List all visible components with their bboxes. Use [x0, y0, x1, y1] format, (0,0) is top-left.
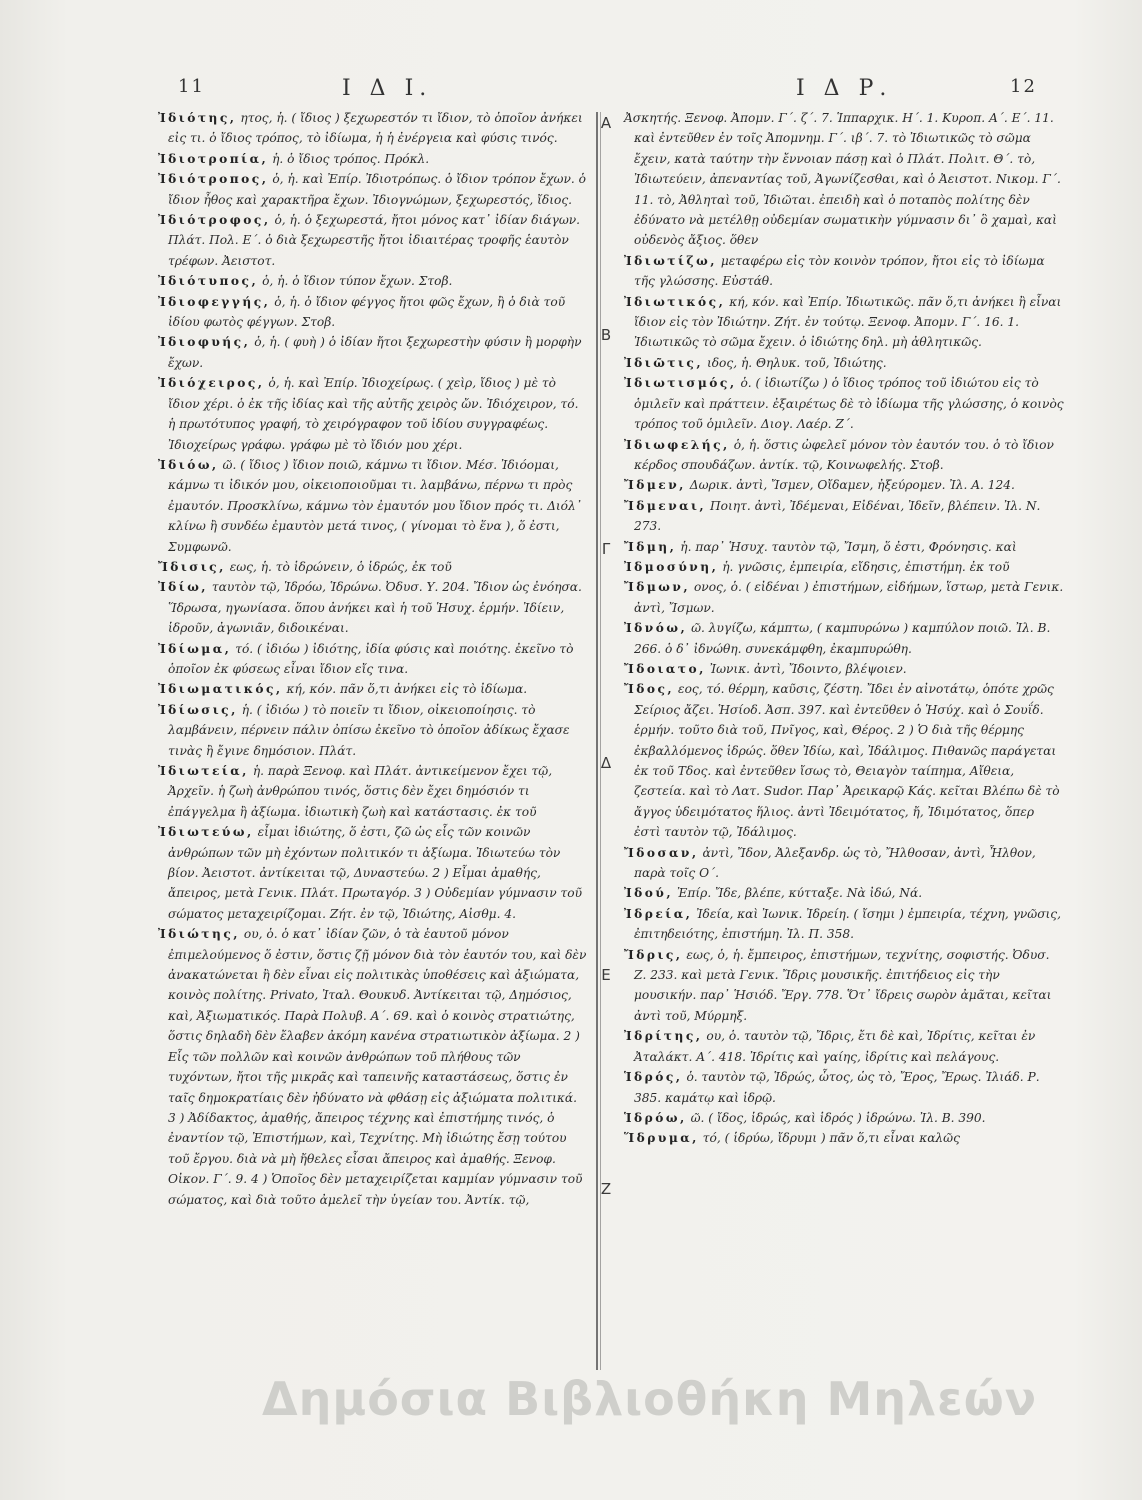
- dictionary-entry: [624, 251, 1064, 292]
- entry-headword: Ἴδρις,: [624, 947, 683, 962]
- page-number-left: 11: [178, 76, 205, 97]
- entry-headword: Ἰδμοσύνη,: [624, 559, 719, 574]
- dictionary-entry: [158, 169, 588, 210]
- entry-headword: Ἰδιώτης,: [158, 927, 241, 942]
- entry-definition: ἡ. παρὰ Ξενοφ. καὶ Πλάτ. ἀντικείμενον ἔχει τῷ, Ἀρχεῖν. ἡ ζωὴ ἀνθρώπου τινός, ὅστις δὲν ἔχει δημόσιόν τι ἐπάγγελμα ἢ ἀξίωμα. ἰδιωτικὴ ζωὴ καὶ κατάστασις. ἐκ τοῦ: [168, 764, 553, 819]
- entry-definition: ἀντὶ, Ἴδον, Ἀλεξανδρ. ὡς τὸ, Ἤλθοσαν, ἀντὶ, Ἦλθον, παρὰ τοῖς Ο΄.: [634, 845, 1036, 881]
- dictionary-entry: [624, 679, 1064, 842]
- entry-definition: κή, κόν. καὶ Ἐπίρ. Ἰδιωτικῶς. πᾶν ὅ,τι ἀνήκει ἢ εἶναι ἴδιον εἰς τὸν Ἰδιώτην. Ζήτ. ἐν τούτῳ. Ξενοφ. Ἀπομν. Γ΄. 16. 1. Ἰδιωτικῶς τὸ σῶμα ἔχειν. ὁ ἰδιώτης δηλ. μὴ ἀθλητικῶς.: [634, 294, 1062, 350]
- dictionary-entry: [158, 210, 588, 271]
- dictionary-entry: [158, 679, 588, 699]
- entry-definition: Ποιητ. ἀντὶ, Ἰδέμεναι, Εἰδέναι, Ἰδεῖν, βλέπειν. Ἰλ. Ν. 273.: [634, 498, 1041, 534]
- entry-headword: Ἱδρόω,: [624, 1110, 687, 1125]
- entry-definition: ου, ὁ. ταυτὸν τῷ, Ἴδρις, ἔτι δὲ καὶ, Ἰδρίτις, κεῖται ἐν Ἀταλάκτ. Α΄. 418. Ἰδρίτις καὶ γαίης, ἰδρίτις καὶ πελάγους.: [634, 1029, 1036, 1064]
- right-column: [624, 108, 1064, 1149]
- dictionary-entry: [158, 108, 588, 149]
- dictionary-entry: [624, 618, 1064, 659]
- entry-headword: Ἰδιωτίζω,: [624, 253, 717, 268]
- entry-definition: ονος, ὁ. ( εἰδέναι ) ἐπιστήμων, εἰδήμων, ἵστωρ, μετὰ Γενικ. ἀντὶ, Ἴσμων.: [634, 580, 1064, 615]
- entry-headword: Ἰδιῶτις,: [624, 355, 704, 370]
- entry-headword: Ἰδιωτεία,: [158, 764, 249, 778]
- dictionary-entry: [624, 883, 1064, 903]
- dictionary-entry: [624, 557, 1064, 577]
- entry-definition: μεταφέρω εἰς τὸν κοινὸν τρόπον, ἤτοι εἰς τὸ ἰδίωμα τῆς γλώσσης. Εὐστάθ.: [634, 253, 1045, 289]
- entry-headword: Ἰδιοφυής,: [158, 335, 251, 350]
- entry-headword: Ἰδιωτεύω,: [158, 825, 254, 840]
- section-marker: Ζ: [600, 1180, 612, 1198]
- dictionary-entry: [158, 292, 588, 333]
- entry-definition: ὁ, ἡ. καὶ Ἐπίρ. Ἰδιοχείρως. ( χεὶρ, ἴδιος ) μὲ τὸ ἴδιον χέρι. ὁ ἐκ τῆς ἰδίας καὶ τῆς αὐτῆς χειρὸς ὤν. Ἰδιόχειρον, τό. ἡ πρωτότυπος γραφή, τὸ χειρόγραφον τοῦ ἰδίου συγγραφέως. Ἰδιοχείρως γράφω. γράφω μὲ τὸ ἴδιόν μου χέρι.: [168, 376, 579, 452]
- dictionary-entry: [624, 475, 1064, 495]
- left-column: [158, 108, 588, 1210]
- entry-headword: Ἰδίω,: [158, 580, 209, 595]
- entry-definition: ου, ὁ. ὁ κατ᾽ ἰδίαν ζῶν, ὁ τὰ ἑαυτοῦ μόνον ἐπιμελούμενος ὅ ἐστιν, ὅστις ζῇ μόνον διὰ τὸν ἑαυτόν του, καὶ δὲν ἀνακατώνεται ἢ δὲν εἶναι εἰς πολιτικὰς ὑποθέσεις καὶ ἀξιώματα, κοινὸς πολίτης. Privato, Ἰταλ. Θουκυδ. Ἀντίκειται τῷ, Δημόσιος, καὶ, Ἀξιωματικός. Παρὰ Πολυβ. Α΄. 69. καὶ ὁ κοινὸς στρατιώτης, ὅστις δηλαδὴ δὲν ἔλαβεν ἀκόμη κανένα στρατιωτικὸν ἀξίωμα. 2 ) Εἷς τῶν πολλῶν καὶ κοινῶν ἀνθρώπων τοῦ πλήθους τῶν τυχόντων, ἤτοι τῆς μικρᾶς καὶ ταπεινῆς καταστάσεως, ὅστις ἐν ταῖς δημοκρατίαις δὲν ἠδύνατο νὰ φθάσῃ εἰς ἀξιώματα πολιτικά. 3 ) Ἀδίδακτος, ἀμαθής, ἄπειρος τέχνης καὶ ἐπιστήμης τινός, ὁ ἐναντίον τῷ, Ἐπιστήμων, καὶ, Τεχνίτης. Μὴ ἰδιώτης ἔσῃ τούτου τοῦ ἔργου. διὰ νὰ μὴ ἤθελες εἶσαι ἄπειρος καὶ ἀμαθής. Ξενοφ. Οἰκον. Γ΄. 9. 4 ) Ὁποῖος δὲν μεταχειρίζεται καμμίαν γύμνασιν τοῦ σώματος, καὶ διὰ τοῦτο ἀμελεῖ τὴν ὑγείαν του. Ἀντίκ. τῷ,: [168, 927, 587, 1207]
- dictionary-entry: [624, 435, 1064, 476]
- dictionary-entry: [624, 659, 1064, 679]
- entry-headword: Ἰδίωσις,: [158, 702, 238, 717]
- entry-definition: ῶ. λυγίζω, κάμπτω, ( καμπυρώνω ) καμπύλον ποιῶ. Ἰλ. Β. 266. ὁ δ᾽ ἰδνώθη. συνεκάμφθη, ἐκαμπυρώθη.: [634, 621, 1051, 656]
- entry-headword: Ἴδμη,: [624, 539, 677, 554]
- dictionary-entry: [624, 1067, 1064, 1108]
- dictionary-entry: [624, 537, 1064, 557]
- dictionary-entry: [624, 373, 1064, 434]
- dictionary-entry: [158, 700, 588, 761]
- dictionary-entry: [624, 577, 1064, 618]
- entry-definition: ῶ. ( ἴδος, ἱδρώς, καὶ ἱδρός ) ἱδρώνω. Ἰλ. Β. 390.: [690, 1110, 986, 1125]
- entry-definition: Δωρικ. ἀντὶ, Ἴσμεν, Οἴδαμεν, ἠξεύρομεν. Ἰλ. Α. 124.: [689, 478, 1015, 493]
- entry-definition: ὁ, ἡ. ὁ ἴδιον τύπον ἔχων. Στοβ.: [262, 274, 453, 289]
- section-marker: Δ: [600, 754, 612, 772]
- entry-headword: Ἴδος,: [624, 682, 675, 697]
- running-head-right: Ι Δ Ρ.: [796, 76, 893, 101]
- dictionary-entry: [624, 1026, 1064, 1067]
- entry-definition: ητος, ἡ. ( ἴδιος ) ξεχωρεστόν τι ἴδιον, τὸ ὁποῖον ἀνήκει εἰς τι. ὁ ἴδιος τρόπος, τὸ ἰδίωμα, ἡ ἡ ἐνέργεια καὶ φύσις τινός.: [168, 111, 583, 146]
- entry-definition: τό. ( ἰδιόω ) ἰδιότης, ἰδία φύσις καὶ ποιότης. ἐκεῖνο τὸ ὁποῖον ἐκ φύσεως εἶναι ἴδιον εἴς τινα.: [168, 641, 574, 676]
- entry-definition: ἡ. παρ᾽ Ἡσυχ. ταυτὸν τῷ, Ἴσμη, ὅ ἐστι, Φρόνησις. καὶ: [680, 539, 1017, 554]
- entry-definition: ὁ, ἡ. ( φυὴ ) ὁ ἰδίαν ἤτοι ξεχωρεστὴν φύσιν ἢ μορφὴν ἔχων.: [168, 335, 582, 370]
- dictionary-entry: [624, 292, 1064, 353]
- dictionary-entry: [624, 1108, 1064, 1128]
- entry-headword: Ἰδού,: [624, 886, 674, 901]
- entry-definition: ὁ, ἡ. ὁ ξεχωρεστά, ἤτοι μόνος κατ᾽ ἰδίαν διάγων. Πλάτ. Πολ. Ε΄. ὁ διὰ ξεχωρεστῆς ἤτοι ἰδιαιτέρας τροφῆς ἑαυτὸν τρέφων. Ἀειστοτ.: [168, 213, 581, 268]
- entry-headword: Ἰδιότροφος,: [158, 213, 271, 228]
- entry-definition: ἡ. γνῶσις, ἐμπειρία, εἴδησις, ἐπιστήμη. ἐκ τοῦ: [722, 559, 1010, 574]
- dictionary-entry: [624, 843, 1064, 884]
- dictionary-entry: [158, 332, 588, 373]
- dictionary-entry: [624, 945, 1064, 1027]
- entry-definition: Ἀσκητής. Ξενοφ. Ἀπομν. Γ΄. ζ΄. 7. Ἱππαρχικ. Η΄. 1. Κυροπ. Α΄. Ε΄. 11. καὶ ἐντεῦθεν ἐν τοῖς Ἀπομνημ. Γ΄. ιβ΄. 7. τὸ Ἰδιωτικῶς τὸ σῶμα ἔχειν, κατὰ ταύτην τὴν ἔννοιαν πάσῃ καὶ ὁ Πλάτ. Πολιτ. Θ΄. τὸ, Ἰδιωτεύειν, ἀπεναντίας τοῦ, Ἀγωνίζεσθαι, καὶ ὁ Ἀειστοτ. Νικομ. Γ΄. 11. τὸ, Ἀθληταὶ τοῦ, Ἰδιῶται. ἐπειδὴ καὶ ὁ ποταπὸς πολίτης δὲν ἐδύνατο νὰ μετέλθῃ οὐδεμίαν σωματικὴν γύμνασιν δι᾽ ὃ χαμαὶ, καὶ οὐδενὸς ἄξιος. ὅθεν: [624, 111, 1061, 248]
- dictionary-entry: [158, 761, 588, 822]
- running-head-left: Ι Δ Ι.: [342, 76, 433, 101]
- entry-definition: ταυτὸν τῷ, Ἱδρόω, Ἱδρώνω. Ὀδυσ. Υ. 204. Ἴδιον ὡς ἐνόησα. Ἵδρωσα, ηγωνίασα. ὅπου ἀνήκει καὶ ἡ τοῦ Ἡσυχ. ἑρμήν. Ἰδίειν, ἱδροῦν, ἀγωνιᾶν, διδοικέναι.: [168, 580, 582, 636]
- dictionary-entry: [158, 455, 588, 557]
- section-marker: Α: [600, 114, 612, 132]
- entry-headword: Ἰδιοφεγγής,: [158, 294, 271, 309]
- entry-definition: τό, ( ἱδρύω, ἴδρυμι ) πᾶν ὅ,τι εἶναι καλῶς: [702, 1131, 960, 1146]
- entry-definition: ιδος, ἡ. Θηλυκ. τοῦ, Ἰδιώτης.: [706, 355, 887, 370]
- dictionary-entry: [624, 904, 1064, 945]
- dictionary-entry: [624, 496, 1064, 537]
- entry-headword: Ἰδιοτροπία,: [158, 151, 269, 166]
- dictionary-entry: [158, 822, 588, 924]
- section-marker: Ε: [601, 966, 611, 984]
- entry-definition: ῶ. ( ἴδιος ) ἴδιον ποιῶ, κάμνω τι ἴδιον. Μέσ. Ἰδιόομαι, κάμνω τι ἰδικόν μου, οἰκειοποιοῦμαι τι. λαμβάνω, πέρνω τι πρὸς ἐμαυτόν. Προσκλίνω, κάμνω τὸν ἐμαυτόν μου ἴδιον πρός τι. Διόλ᾽ κλίνω ἢ συνδέω ἐμαυτὸν μετά τινος, ( γίνομαι τὸ ἕνα ), ὅ ἐστι, Συμφωνῶ.: [168, 457, 582, 554]
- entry-headword: Ἰδιωτισμός,: [624, 376, 737, 391]
- entry-headword: Ἰδιωτικός,: [624, 294, 726, 309]
- entry-headword: Ἰδιόχειρος,: [158, 376, 265, 391]
- entry-definition: εως, ὁ, ἡ. ἔμπειρος, ἐπιστήμων, τεχνίτης, σοφιστής. Ὀδυσ. Ζ. 233. καὶ μετὰ Γενικ. Ἴδρις μουσικῆς. ἐπιτήδειος εἰς τὴν μουσικήν. παρ᾽ Ἡσιόδ. Ἔργ. 778. Ὅτ᾽ ἴδρεις σωρὸν ἀμᾶται, κεῖται ἀντὶ τοῦ, Μύρμηξ.: [634, 947, 1052, 1023]
- entry-definition: ἡ. ( ἰδιόω ) τὸ ποιεῖν τι ἴδιον, οἰκειοποίησις. τὸ λαμβάνειν, πέρνειν πάλιν ὀπίσω ἐκεῖνο τὸ ὁποῖον ἀδίκως ἔχασε τινὰς ἢ ἔγινε δημόσιον. Πλάτ.: [168, 702, 570, 758]
- dictionary-entry: [158, 557, 588, 577]
- entry-headword: Ἰδιότροπος,: [158, 172, 269, 187]
- dictionary-entry: [158, 149, 588, 169]
- section-marker: Γ: [601, 540, 611, 558]
- dictionary-entry: [158, 373, 588, 455]
- dictionary-entry: [158, 924, 588, 1210]
- entry-definition: ὁ. ταυτὸν τῷ, Ἱδρώς, ὧτος, ὡς τὸ, Ἔρος, Ἔρως. Ἰλιάδ. Ρ. 385. καμάτῳ καὶ ἱδρῷ.: [634, 1070, 1040, 1105]
- entry-definition: Ἰδεία, καὶ Ἰωνικ. Ἰδρείη. ( ἴσημι ) ἐμπειρία, τέχνη, γνῶσις, ἐπιτηδειότης, ἐπιστήμη. Ἰλ. Π. 358.: [634, 906, 1061, 942]
- entry-definition: Ἐπίρ. Ἴδε, βλέπε, κύτταξε. Νὰ ἰδώ, Νά.: [677, 886, 923, 901]
- dictionary-entry: [158, 639, 588, 680]
- entry-headword: Ἴδισις,: [158, 559, 226, 574]
- entry-definition: ὁ. ( ἰδιωτίζω ) ὁ ἴδιος τρόπος τοῦ ἰδιώτου εἰς τὸ ὁμιλεῖν καὶ πράττειν. ἐξαιρέτως δὲ τὸ ἰδίωμα τῆς γλώσσης, ὁ κοινὸς τρόπος τοῦ ὁμιλεῖν. Διογ. Λαέρ. Ζ΄.: [634, 376, 1064, 432]
- library-watermark: Δημόσια Βιβλιοθήκη Μηλεών: [262, 1372, 1038, 1426]
- entry-definition: ὁ, ἡ. καὶ Ἐπίρ. Ἰδιοτρόπως. ὁ ἴδιον τρόπον ἔχων. ὁ ἴδιον ἦθος καὶ χαρακτῆρα ἔχων. Ἰδιογνώμων, ξεχωρεστός, ἴδιος.: [168, 172, 586, 207]
- entry-headword: Ἰδιωφελής,: [624, 437, 730, 452]
- entry-headword: Ἰδιωματικός,: [158, 682, 283, 697]
- entry-definition: ὁ, ἡ. ὁ ἴδιον φέγγος ἤτοι φῶς ἔχων, ἢ ὁ διὰ τοῦ ἰδίου φωτὸς φέγγων. Στοβ.: [168, 294, 566, 330]
- dictionary-entry: [158, 577, 588, 638]
- entry-headword: Ἴδοιατο,: [624, 661, 706, 676]
- dictionary-entry: [158, 271, 588, 291]
- dictionary-entry: [624, 108, 1064, 251]
- entry-headword: Ἴδμεν,: [624, 478, 686, 493]
- entry-definition: κή, κόν. πᾶν ὅ,τι ἀνήκει εἰς τὸ ἰδίωμα.: [286, 682, 528, 697]
- entry-definition: ἡ. ὁ ἴδιος τρόπος. Πρόκλ.: [272, 151, 430, 166]
- dictionary-entry: [624, 1128, 1064, 1148]
- entry-headword: Ἴδμεναι,: [624, 498, 707, 513]
- page-number-right: 12: [1010, 76, 1037, 97]
- entry-definition: εἶμαι ἰδιώτης, ὅ ἐστι, ζῶ ὡς εἷς τῶν κοινῶν ἀνθρώπων τῶν μὴ ἐχόντων πολιτικόν τι ἀξίωμα. Ἰδιωτεύω τὸν βίον. Ἀειστοτ. ἀντίκειται τῷ, Δυναστεύω. 2 ) Εἶμαι ἀμαθής, ἄπειρος, μετὰ Γενικ. Πλάτ. Πρωταγόρ. 3 ) Οὐδεμίαν γύμνασιν τοῦ σώματος μεταχειρίζομαι. Ζήτ. ἐν τῷ, Ἰδιώτης, Αἰσθμ. 4.: [168, 825, 583, 921]
- entry-headword: Ἰδρεία,: [624, 906, 693, 921]
- entry-headword: Ἰδιότης,: [158, 111, 237, 125]
- entry-headword: Ἴδμων,: [624, 580, 691, 595]
- entry-definition: Ἰωνικ. ἀντὶ, Ἴδοιντο, βλέψοιεν.: [709, 661, 907, 676]
- entry-headword: Ἰδιότυπος,: [158, 274, 259, 289]
- dictionary-entry: [624, 353, 1064, 373]
- section-marker: Β: [600, 326, 612, 344]
- entry-headword: Ἰδνόω,: [624, 621, 688, 636]
- entry-definition: εως, ἡ. τὸ ἱδρώνειν, ὁ ἱδρώς, ἐκ τοῦ: [229, 559, 452, 574]
- entry-headword: Ἰδιόω,: [158, 457, 219, 472]
- entry-headword: Ἱδρός,: [624, 1070, 683, 1085]
- entry-headword: Ἰδρίτης,: [624, 1029, 703, 1044]
- entry-definition: ὁ, ἡ. ὅστις ὠφελεῖ μόνον τὸν ἑαυτόν του. ὁ τὸ ἴδιον κέρδος σπουδάζων. ἀντίκ. τῷ, Κοινωφελής. Στοβ.: [634, 437, 1054, 472]
- entry-headword: Ἴδοσαν,: [624, 845, 699, 860]
- entry-headword: Ἵδρυμα,: [624, 1131, 699, 1146]
- entry-headword: Ἰδίωμα,: [158, 641, 232, 656]
- entry-definition: εος, τό. θέρμη, καῦσις, ζέστη. Ἴδει ἐν αἰνοτάτῳ, ὁπότε χρῶς Σείριος ἄζει. Ἡσίοδ. Ἀσπ. 397. καὶ ἐντεῦθεν ὁ Ἡσύχ. καὶ ὁ Σουΐδ. ἑρμήν. τοῦτο διὰ τοῦ, Πνῖγος, καὶ, Θέρος. 2 ) Ὁ διὰ τῆς θέρμης ἐκβαλλόμενος ἱδρώς. ὅθεν Ἰδίω, καὶ, Ἰδάλιμος. Πιθανῶς παράγεται ἐκ τοῦ Τδος. καὶ ἐντεῦθεν ἴσως τὸ, Θειαγὸν ταίπημα, Αἴθεια, ζεστεία. καὶ τὸ Λατ. Sudor. Παρ᾽ Ἀρεικαρῷ Κάς. κεῖται Βλέπω δὲ τὸ ἄγγος ὑδειμότατος ἥλιος. ἀντὶ Ἰδειμότατος, ἤ, Ἰδιμότατος, ὅπερ ἐστὶ ταυτὸν τῷ, Ἰδάλιμος.: [634, 682, 1060, 840]
